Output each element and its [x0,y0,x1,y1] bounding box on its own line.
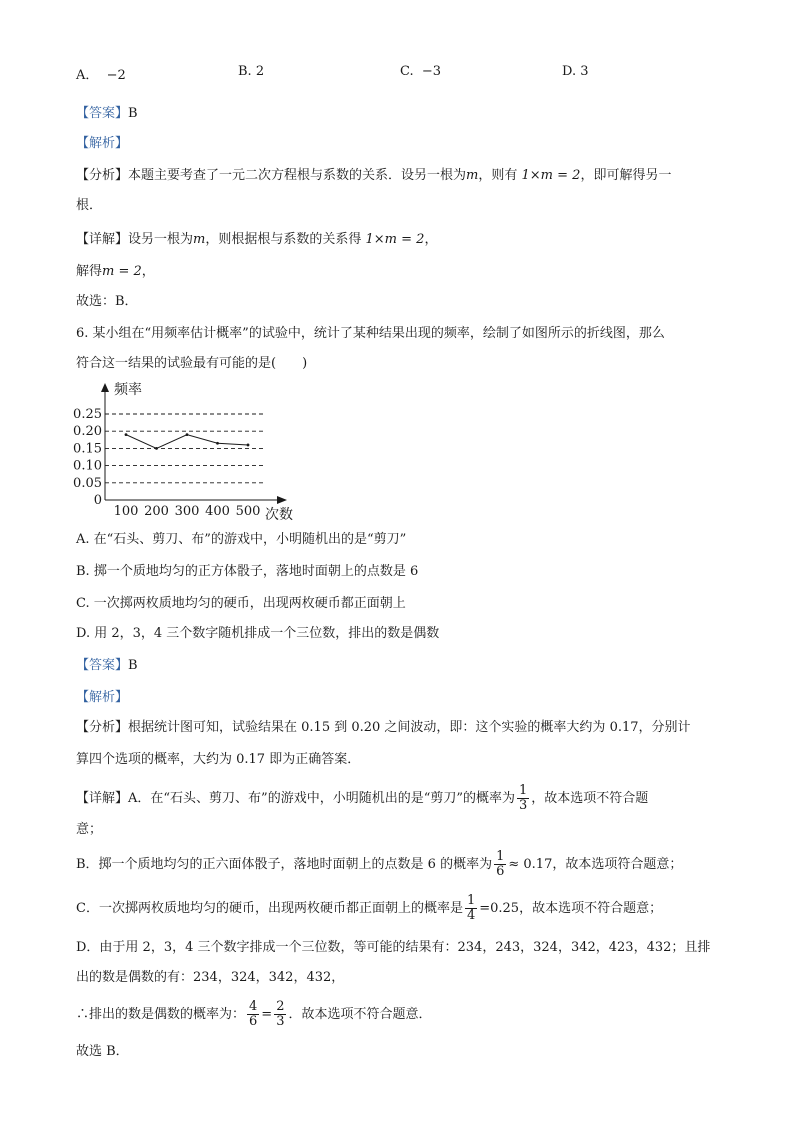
fenxi-text: 本题主要考查了一元二次方程根与系数的关系．设另一根为 [128,168,467,183]
option-text: B. 掷一个质地均匀的正方体骰子，落地时面朝上的点数是 6 [76,564,419,579]
x-tick-label: 300 [174,504,200,519]
q6-stem-line2 [76,354,307,374]
q6-xiangjie-d [76,938,710,958]
fraction-den: 4 [466,908,476,923]
y-tick-label: 0.25 [73,407,102,422]
equation: 1×m = 2 [365,232,425,247]
answer-value: B [128,658,138,673]
fraction [465,894,477,923]
fraction [517,784,529,813]
xiangjie-tag: 【详解】 [76,791,129,806]
option-a: A． −2 [76,68,126,83]
option-text: C. 一次掷两枚质地均匀的硬币，出现两枚硬币都正面朝上 [76,596,406,611]
chart-grid [105,414,263,483]
data-point [125,433,128,436]
q6-option-b [76,562,418,582]
xiangjie-tag: 【详解】 [76,232,129,247]
equals-sign: = [261,1007,273,1022]
fraction [274,1000,286,1029]
solve-text: ， [141,264,155,279]
xiangjie-text: B．掷一个质地均匀的正六面体骰子，落地时面朝上的点数是 6 的概率为 [76,857,493,872]
q6-xiangjie-a [76,784,648,813]
q6-option-a [76,530,406,550]
option-b: B. 2 [238,64,265,79]
data-point [247,444,250,447]
choose-text: 故选 B． [76,1044,129,1059]
xiangjie-text: A．在“石头、剪刀、布”的游戏中，小明随机出的是“剪刀”的概率为 [128,791,515,806]
x-axis-label: 次数 [265,507,293,523]
y-tick-label: 0.20 [73,424,102,440]
q6-stem-line1 [76,324,665,344]
q5-analysis-tag [76,134,128,154]
fenxi-text: 根据统计图可知，试验结果在 0.15 到 0.20 之间波动，即：这个实验的概率大约为 0.17，分别计 [128,720,691,735]
equation: m = 2 [102,264,142,279]
fraction-num: 1 [519,783,528,798]
y-axis-arrow [101,383,109,392]
fraction-den: 6 [249,1014,258,1029]
fenxi-text: 算四个选项的概率，大约为 0.17 即为正确答案． [76,752,361,767]
data-point [186,433,189,436]
series-line [126,435,248,449]
q5-answer [76,104,138,124]
chart-y-ticks [73,407,102,508]
xiangjie-text: ≈ 0.17，故本选项符合题意； [508,857,683,872]
xiangjie-text: 意； [76,822,103,837]
q5-choose [76,292,138,312]
choose-text: 故选：B． [76,294,138,309]
fraction-den: 3 [276,1014,285,1029]
therefore-text: ∴排出的数是偶数的概率为： [76,1007,246,1022]
option-text: D. 用 2，3，4 三个数字随机排成一个三位数，排出的数是偶数 [76,626,440,641]
fraction-num: 4 [249,999,258,1014]
fenxi-tag: 【分析】 [76,720,129,735]
stem-text: 6. 某小组在“用频率估计概率”的试验中，统计了某种结果出现的频率，绘制了如图所示的折线图，那么 [76,326,665,341]
xiangjie-text: C．一次掷两枚质地均匀的硬币，出现两枚硬币都正面朝上的概率是 [76,901,463,916]
var-m: m [466,168,479,183]
q6-xiangjie-b [76,850,682,879]
chart-axes [101,383,287,504]
x-axis-arrow [277,496,287,504]
q6-fenxi-line2 [76,750,360,770]
var-m: m [193,232,206,247]
fraction [247,1000,259,1029]
answer-tag: 【答案】 [76,658,129,673]
q6-therefore [76,1000,432,1029]
x-tick-label: 200 [144,504,169,519]
equation: 1×m = 2 [521,168,581,183]
fraction-num: 2 [276,999,285,1014]
chart-series [125,433,250,450]
fraction [494,850,506,879]
q6-analysis-tag [76,688,128,708]
fenxi-text: ，则有 [478,168,518,183]
analysis-tag: 【解析】 [76,690,129,705]
x-tick-label: 100 [113,504,139,519]
option-c: C. −3 [400,64,442,79]
answer-value: B [128,106,138,121]
stem-text: 符合这一结果的试验最有可能的是( ) [76,356,308,371]
q6-fenxi-line1 [76,718,691,738]
fraction-den: 6 [496,864,505,879]
q5-fenxi-line2 [76,196,102,216]
analysis-tag: 【解析】 [76,136,129,151]
option-text: A. 在“石头、剪刀、布”的游戏中，小明随机出的是“剪刀” [76,532,407,547]
therefore-text: ．故本选项不符合题意． [288,1007,432,1022]
solve-text: 解得 [76,264,103,279]
option-d: D. 3 [562,64,589,79]
q6-xiangjie-a-cont [76,820,102,840]
q6-choose [76,1042,129,1062]
data-point [155,447,158,450]
x-tick-label: 400 [205,504,230,519]
q6-xiangjie-c [76,894,662,923]
fenxi-tag: 【分析】 [76,168,129,183]
y-axis-label: 频率 [114,382,142,398]
q6-option-d [76,624,439,644]
q6-answer [76,656,138,676]
q5-solve [76,262,155,282]
xiangjie-text: =0.25，故本选项不符合题意； [479,901,663,916]
q5-fenxi-line1 [76,166,671,186]
chart-x-ticks [114,504,261,519]
xiangjie-text: 设另一根为 [128,232,194,247]
xiangjie-text: ，故本选项不符合题 [531,791,649,806]
xiangjie-text: ， [424,232,438,247]
fraction-den: 3 [519,798,528,813]
q6-xiangjie-d-cont [76,968,344,988]
fenxi-text: ，即可解得另一 [580,168,672,183]
q5-xiangjie [76,230,437,250]
data-point [216,442,219,445]
xiangjie-text: D．由于用 2，3，4 三个数字排成一个三位数，等可能的结果有：234，243，324，342，423，432；且排 [76,940,711,955]
y-tick-label: 0.05 [73,475,102,491]
xiangjie-text: ，则根据根与系数的关系得 [205,232,362,247]
q6-option-c [76,594,406,614]
y-tick-label: 0 [93,493,102,508]
xiangjie-text: 出的数是偶数的有：234，324，342，432， [76,970,345,985]
frequency-line-chart [70,378,310,523]
fraction-num: 1 [496,849,505,864]
fenxi-text: 根． [76,198,103,213]
y-tick-label: 0.10 [73,458,102,474]
answer-tag: 【答案】 [76,106,129,121]
y-tick-label: 0.15 [73,441,102,457]
fraction-num: 1 [466,893,476,908]
x-tick-label: 500 [235,504,261,519]
